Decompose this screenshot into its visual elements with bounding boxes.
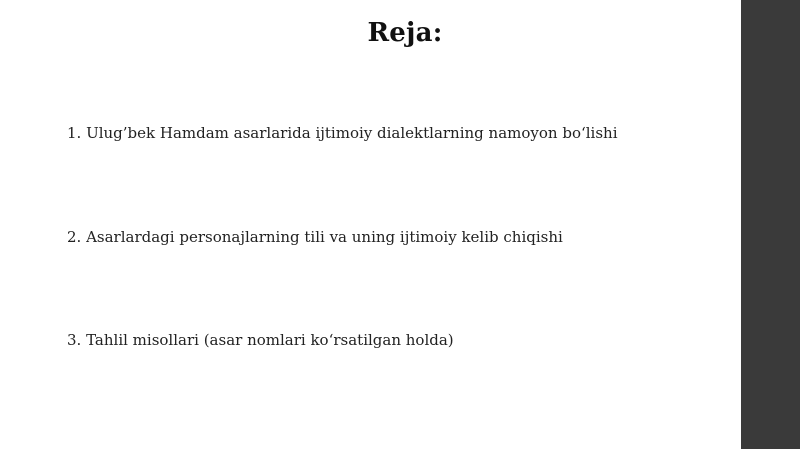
plan-item-1: 1. Ulug’bek Hamdam asarlarida ijtimoiy dialektlarning namoyon bo‘lishi [67, 124, 618, 142]
side-panel [741, 0, 800, 449]
plan-item-3: 3. Tahlil misollari (asar nomlari ko‘rsatilgan holda) [67, 331, 454, 349]
slide-title: Reja: [367, 18, 443, 48]
plan-item-2: 2. Asarlardagi personajlarning tili va uning ijtimoiy kelib chiqishi [67, 228, 563, 246]
